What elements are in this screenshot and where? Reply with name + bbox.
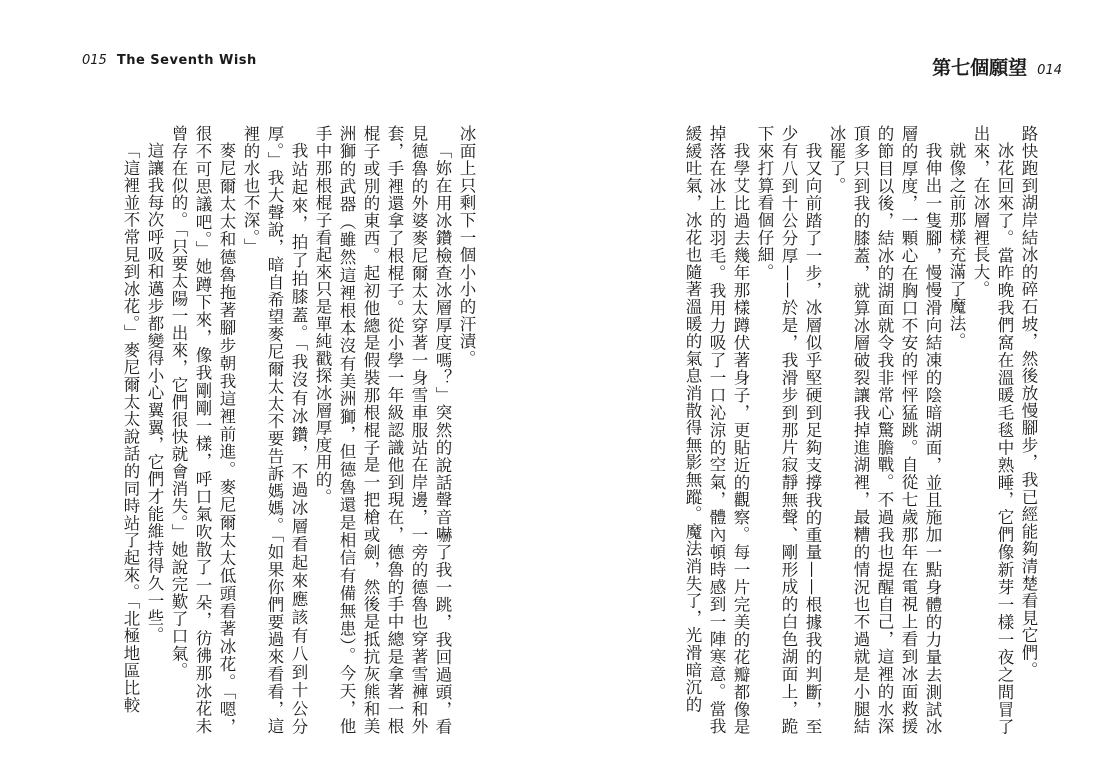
left-page-body	[84, 125, 478, 735]
paragraph: 我又向前踏了一步，冰層似乎堅硬到足夠支撐我的重量——根據我的判斷，至少有八到十公分厚——於是，我滑步到那片寂靜無聲、剛形成的白色湖面上，跪下來打算看個仔細。	[755, 125, 822, 735]
paragraph: 麥尼爾太太和德魯拖著腳步朝我這裡前進。麥尼爾太太低頭看著冰花。「嗯，很不可思議吧。」她蹲下來，像我剛剛一樣，呼口氣吹散了一朵，彷彿那冰花未曾存在似的。「只要太陽一出來，它們很快就會消失。」她說完歎了口氣。	[169, 125, 236, 735]
paragraph: 我站起來，拍了拍膝蓋。「我沒有冰鑽，不過冰層看起來應該有八到十公分厚。」我大聲說，暗自希望麥尼爾太太不要告訴媽媽。「如果你們要過來看看，這裡的水也不深。」	[241, 125, 308, 735]
paragraph: 冰花回來了。當昨晚我們窩在溫暖毛毯中熟睡，它們像新芽一樣一夜之間冒了出來，在冰層裡長大。	[971, 125, 1014, 735]
paragraph: 我伸出一隻腳，慢慢滑向結凍的陰暗湖面，並且施加一點身體的力量去測試冰層的厚度，一顆心在胸口不安的怦怦猛跳。自從七歲那年在電視上看到冰面救援的節目以後，結冰的湖面就令我非常心驚膽戰。不過我也提醒自己，這裡的水深頂多只到我的膝蓋，就算冰層破裂讓我掉進湖裡，最糟的情況也不過就是小腿結冰罷了。	[827, 125, 942, 735]
right-book-title: 第七個願望	[932, 57, 1028, 79]
right-page-header	[932, 53, 1062, 79]
left-book-title: The Seventh Wish	[116, 53, 257, 68]
paragraph: 冰面上只剩下一個小小的汗漬。	[457, 125, 476, 368]
right-page-number: 014	[1037, 63, 1062, 78]
left-page-number: 015	[82, 53, 107, 68]
right-page-body	[628, 125, 1040, 735]
paragraph: 我學艾比過去幾年那樣蹲伏著身子，更貼近的觀察。每一片完美的花瓣都像是掉落在冰上的羽毛。我用力吸了一口沁涼的空氣，體內頓時感到一陣寒意。當我緩緩吐氣，冰花也隨著溫暖的氣息消散得無影無蹤。魔法消失了，光滑暗沉的	[683, 125, 750, 735]
left-page-header	[82, 53, 257, 73]
paragraph: 「這裡並不常見到冰花。」麥尼爾太太說話的同時站了起來。「北極地區比較	[121, 141, 140, 714]
paragraph: 這讓我每次呼吸和邁步都變得小心翼翼，它們才能維持得久一些。	[145, 141, 164, 644]
paragraph: 「妳在用冰鑽檢查冰層厚度嗎？」突然的說話聲音嚇了我一跳，我回過頭，看見德魯的外婆麥尼爾太太穿著一身雪車服站在岸邊，一旁的德魯也穿著雪褲和外套，手裡還拿了根棍子。從小學一年級認識他到現在，德魯的手中總是拿著一根棍子或別的東西。起初他總是假裝那根棍子是一把槍或劍，然後是抵抗灰熊和美洲獅的武器（雖然這裡根本沒有美洲獅，但德魯還是相信有備無患）。今天，他手中那根棍子看起來只是單純戳探冰層厚度用的。	[313, 125, 452, 735]
paragraph: 就像之前那樣充滿了魔法。	[947, 141, 966, 350]
paragraph: 路快跑到湖岸結冰的碎石坡，然後放慢腳步，我已經能夠清楚看見它們。	[1019, 125, 1038, 679]
